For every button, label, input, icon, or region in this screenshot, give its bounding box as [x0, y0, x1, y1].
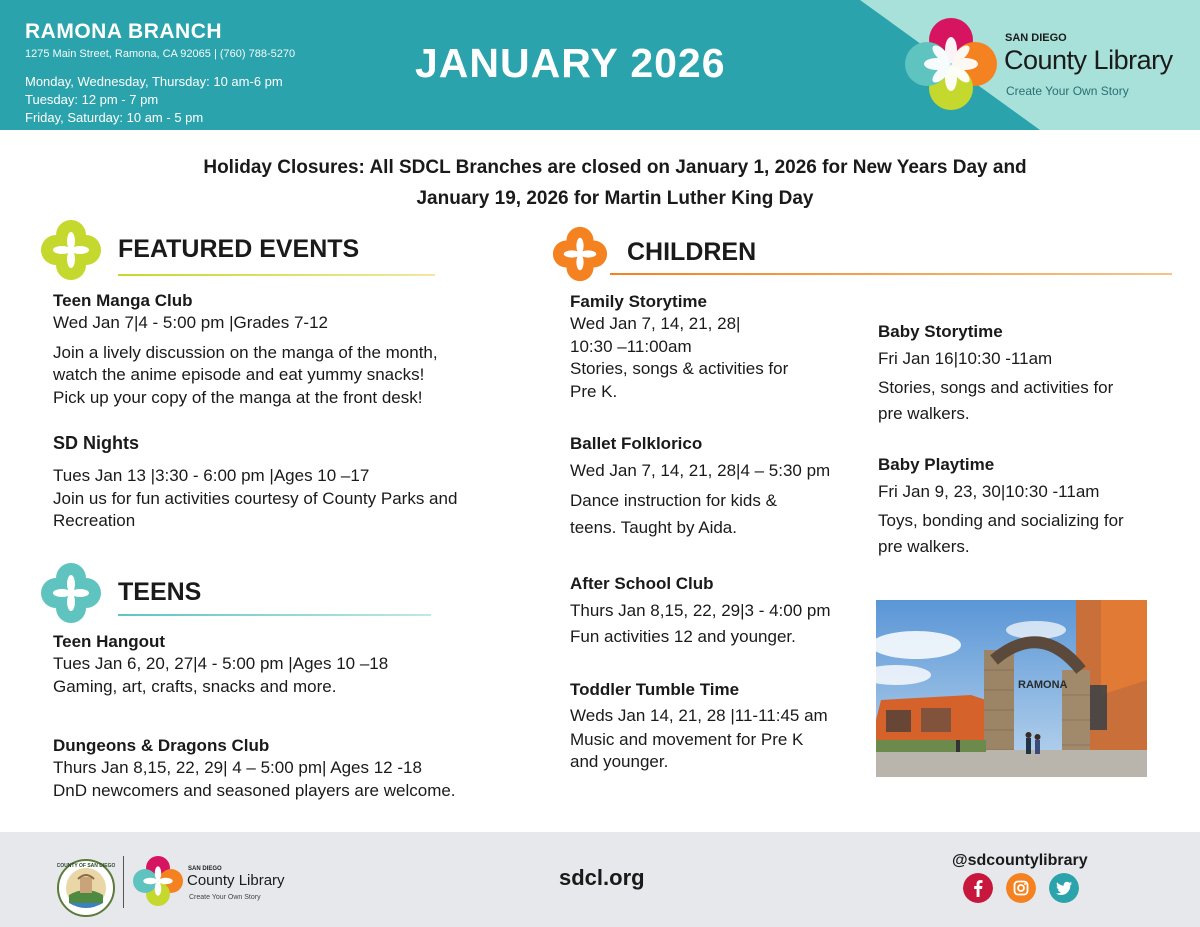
event-when: Fri Jan 16|10:30 -11am: [878, 349, 1053, 368]
event-description: DnD newcomers and seasoned players are welcome.: [53, 780, 456, 800]
desc-line: Join a lively discussion on the manga of the month,: [53, 342, 438, 362]
section-title: CHILDREN: [627, 238, 757, 266]
desc-line: pre walkers.: [878, 403, 970, 423]
event-ballet-folklorico: [570, 433, 875, 541]
footer-logo-small: SAN DIEGO: [188, 866, 222, 872]
event-dungeons-dragons: [53, 735, 543, 802]
website-link[interactable]: sdcl.org: [559, 865, 645, 890]
desc-line: Dance instruction for kids &: [570, 490, 777, 510]
event-when: Tues Jan 13 |3:30 - 6:00 pm |Ages 10 –17: [53, 466, 370, 485]
facebook-icon[interactable]: [963, 873, 993, 903]
desc-line: Join us for fun activities courtesy of County Parks and: [53, 488, 458, 508]
event-baby-playtime: [878, 454, 1178, 560]
hours-line: Monday, Wednesday, Thursday: 10 am-6 pm: [25, 74, 283, 89]
event-description: [878, 375, 1178, 427]
when-line: Wed Jan 7, 14, 21, 28|: [570, 314, 741, 333]
event-when: Fri Jan 9, 23, 30|10:30 -11am: [878, 482, 1100, 501]
month-title: JANUARY 2026: [415, 40, 726, 86]
event-baby-storytime: [878, 321, 1178, 427]
event-title: Dungeons & Dragons Club: [53, 736, 270, 755]
event-family-storytime: [570, 291, 870, 403]
photo-sign-text: RAMONA: [1018, 679, 1068, 691]
footer-logo-big: County Library: [187, 872, 285, 889]
branch-info: [25, 20, 295, 127]
desc-line: teens. Taught by Aida.: [570, 517, 737, 537]
footer-library-logo: [133, 856, 293, 916]
orange-flower-icon: [552, 226, 608, 282]
event-when: Wed Jan 7, 14, 21, 28|4 – 5:30 pm: [570, 461, 831, 480]
twitter-icon[interactable]: [1049, 873, 1079, 903]
event-title: After School Club: [570, 574, 714, 593]
event-when: Thurs Jan 8,15, 22, 29|3 - 4:00 pm: [570, 601, 831, 620]
holiday-line: January 19, 2026 for Martin Luther King Day: [416, 188, 814, 209]
event-description: Gaming, art, crafts, snacks and more.: [53, 676, 337, 696]
event-title: Ballet Folklorico: [570, 434, 703, 453]
hours-line: Friday, Saturday: 10 am - 5 pm: [25, 110, 204, 125]
logo-tagline: Create Your Own Story: [1006, 84, 1129, 98]
event-when: Wed Jan 7|4 - 5:00 pm |Grades 7-12: [53, 313, 328, 332]
event-teen-hangout: [53, 631, 533, 698]
event-title: Family Storytime: [570, 292, 707, 311]
featured-events-heading: [40, 219, 440, 283]
event-toddler-tumble-time: [570, 679, 870, 774]
event-title: SD Nights: [53, 433, 140, 453]
branch-name: RAMONA BRANCH: [25, 20, 223, 43]
desc-line: Toys, bonding and socializing for: [878, 510, 1124, 530]
desc-line: Pre K.: [570, 381, 618, 401]
when-line: 10:30 –11:00am: [570, 336, 692, 356]
header-banner: [0, 0, 1200, 130]
library-flower-icon: [905, 18, 997, 110]
event-description: Fun activities 12 and younger.: [570, 626, 796, 646]
event-description: [570, 487, 875, 541]
desc-line: Stories, songs & activities for: [570, 359, 789, 378]
event-after-school-club: [570, 573, 870, 648]
event-description: [53, 342, 533, 410]
holiday-line: Holiday Closures: All SDCL Branches are closed on January 1, 2026 for New Years Day and: [203, 157, 1027, 178]
hours-line: Tuesday: 12 pm - 7 pm: [25, 92, 159, 107]
instagram-icon[interactable]: [1006, 873, 1036, 903]
county-library-logo: [905, 18, 1195, 113]
desc-line: and younger.: [570, 752, 669, 771]
desc-line: Recreation: [53, 511, 136, 530]
event-title: Teen Manga Club: [53, 291, 193, 310]
section-rule: [118, 614, 431, 616]
library-flower-icon: [133, 856, 183, 906]
event-when: Tues Jan 6, 20, 27|4 - 5:00 pm |Ages 10 –18: [53, 654, 389, 673]
desc-line: Music and movement for Pre K: [570, 729, 804, 749]
library-building-photo: [876, 600, 1147, 777]
event-title: Baby Storytime: [878, 322, 1003, 341]
teens-heading: [40, 562, 440, 626]
social-handle[interactable]: @sdcountylibrary: [952, 852, 1088, 869]
section-title: FEATURED EVENTS: [118, 235, 360, 263]
holiday-closures-notice: [120, 152, 1110, 214]
logo-small-text: SAN DIEGO: [1005, 32, 1067, 44]
footer: [0, 832, 1200, 927]
section-rule: [118, 274, 435, 276]
logo-big-text: County Library: [1004, 45, 1173, 75]
branch-address: 1275 Main Street, Ramona, CA 92065 | (760) 788-5270: [25, 48, 296, 60]
event-title: Toddler Tumble Time: [570, 680, 740, 699]
event-when: [570, 313, 870, 358]
section-title: TEENS: [118, 578, 202, 606]
event-description: [570, 358, 870, 403]
event-title: Baby Playtime: [878, 455, 995, 474]
children-heading: [552, 226, 1177, 290]
event-teen-manga-club: [53, 290, 533, 409]
footer-logo-tag: Create Your Own Story: [189, 894, 261, 901]
event-description: [53, 488, 533, 533]
desc-line: watch the anime episode and eat yummy snacks!: [53, 365, 425, 384]
event-sd-nights: [53, 432, 533, 533]
event-when: Weds Jan 14, 21, 28 |11-11:45 am: [570, 706, 828, 725]
section-rule: [610, 273, 1172, 275]
event-title: Teen Hangout: [53, 632, 166, 651]
desc-line: Stories, songs and activities for: [878, 377, 1114, 397]
event-description: [878, 508, 1178, 560]
library-building-illustration: [876, 600, 1147, 777]
county-seal-icon: [57, 859, 115, 917]
event-when: Thurs Jan 8,15, 22, 29| 4 – 5:00 pm| Ages 12 -18: [53, 758, 422, 777]
seal-text: COUNTY OF SAN DIEGO: [57, 863, 115, 869]
branch-hours: [25, 73, 295, 127]
teal-flower-icon: [40, 562, 102, 624]
green-flower-icon: [40, 219, 102, 281]
desc-line: pre walkers.: [878, 536, 970, 556]
footer-divider: [123, 856, 124, 908]
desc-line: Pick up your copy of the manga at the front desk!: [53, 387, 423, 407]
event-description: [570, 729, 870, 774]
